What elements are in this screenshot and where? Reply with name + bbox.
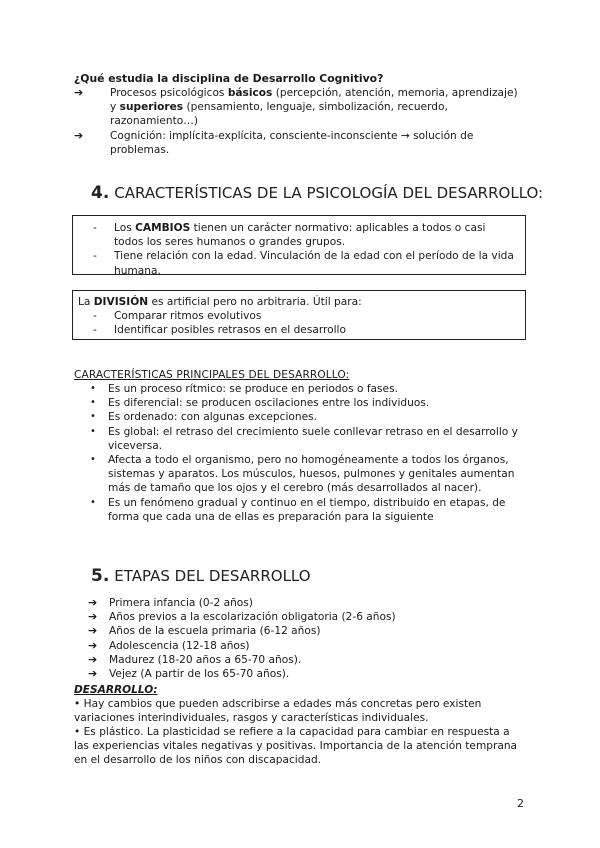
list-item bbox=[73, 249, 517, 277]
item-text: Identificar posibles retrasos en el desarrollo bbox=[114, 324, 346, 337]
list-item bbox=[74, 382, 532, 396]
item-text: Primera infancia (0-2 años) bbox=[109, 597, 253, 609]
characteristics-heading: CARACTERÍSTICAS PRINCIPALES DEL DESARROLLO: bbox=[74, 369, 350, 381]
item-text: Tiene relación con la edad. Vinculación de la edad con el período de la vida humana. bbox=[114, 250, 514, 277]
list-item bbox=[88, 596, 528, 610]
arrow-icon: ➔ bbox=[88, 652, 98, 666]
section-5-heading bbox=[91, 566, 311, 586]
dash-marker: - bbox=[93, 324, 97, 337]
item-text: Es un fenómeno gradual y continuo en el tiempo, distribuido en etapas, de forma que cada una de ellas es preparación para la siguiente bbox=[108, 496, 506, 523]
list-item bbox=[74, 410, 532, 424]
item-text: Vejez (A partir de los 65-70 años). bbox=[109, 668, 290, 681]
stages-list bbox=[88, 596, 528, 681]
intro-list bbox=[74, 86, 524, 157]
item-text-post: tienen un carácter normativo: aplicables a todos o casi todos los seres humanos o grandes grupos. bbox=[114, 222, 486, 249]
list-item bbox=[74, 425, 532, 453]
bullet-marker: • bbox=[90, 383, 96, 394]
page-number: 2 bbox=[517, 797, 524, 810]
list-item bbox=[74, 129, 524, 157]
section-4-heading bbox=[91, 183, 543, 203]
bold-term-superiores: superiores bbox=[119, 101, 184, 114]
list-item bbox=[88, 653, 528, 667]
list-item bbox=[74, 396, 532, 410]
list-item bbox=[88, 610, 528, 624]
dash-marker: - bbox=[93, 310, 97, 323]
dash-marker: - bbox=[93, 222, 97, 234]
item-text: Es un proceso rítmico: se produce en periodos o fases. bbox=[108, 383, 398, 395]
list-item bbox=[73, 309, 519, 323]
desarrollo-label: DESARROLLO: bbox=[74, 684, 158, 696]
list-item bbox=[73, 323, 519, 337]
item-text: Comparar ritmos evolutivos bbox=[114, 310, 262, 323]
list-item bbox=[74, 453, 532, 496]
bold-term-division: DIVISIÓN bbox=[93, 296, 149, 308]
arrow-icon: ➔ bbox=[88, 610, 98, 624]
desarrollo-paragraph-2: • Es plástico. La plasticidad se refiere a la capacidad para cambiar en respuesta a las experiencias vitales negativas y positivas. Importancia de la atención temprana en el desarrollo de los niños con discapacidad. bbox=[74, 726, 518, 767]
bullet-marker: • bbox=[90, 454, 96, 466]
item-text: Adolescencia (12-18 años) bbox=[109, 639, 250, 652]
section-title: CARACTERÍSTICAS DE LA PSICOLOGÍA DEL DESARROLLO: bbox=[114, 184, 544, 202]
division-pre: La bbox=[78, 296, 94, 308]
bullet-marker: • bbox=[90, 425, 96, 437]
item-text: Afecta a todo el organismo, pero no homogéneamente a todos los órganos, sistemas y aparatos. Los músculos, huesos, pulmones y genitales aumentan más de tamaño que los ojos y el cerebro (más desarrollados al nacer). bbox=[108, 454, 515, 495]
item-text: Años de la escuela primaria (6-12 años) bbox=[109, 625, 321, 638]
arrow-icon: ➔ bbox=[88, 667, 98, 681]
section-title: ETAPAS DEL DESARROLLO bbox=[114, 567, 311, 585]
division-post: es artificial pero no arbitraria. Útil para: bbox=[148, 296, 362, 308]
dash-marker: - bbox=[93, 250, 97, 263]
item-text-mid: (percepción, atención, memoria, aprendizaje) y bbox=[110, 87, 518, 114]
item-text-pre: Procesos psicológicos bbox=[110, 87, 228, 99]
item-text: Es global: el retraso del crecimiento suele conllevar retraso en el desarrollo y viceversa. bbox=[108, 425, 518, 452]
bold-term-basicos: básicos bbox=[227, 87, 273, 99]
list-item bbox=[73, 221, 517, 249]
arrow-icon: ➔ bbox=[88, 638, 98, 652]
item-text: Años previos a la escolarización obligatoria (2-6 años) bbox=[109, 611, 396, 624]
list-item bbox=[74, 496, 532, 524]
item-text: Es ordenado: con algunas excepciones. bbox=[108, 411, 318, 424]
bullet-marker: • bbox=[90, 397, 96, 409]
arrow-icon: ➔ bbox=[74, 86, 84, 99]
bullet-marker: • bbox=[90, 496, 96, 508]
intro-question: ¿Qué estudia la disciplina de Desarrollo Cognitivo? bbox=[74, 72, 384, 85]
list-item bbox=[88, 639, 528, 653]
item-text: Es diferencial: se producen oscilaciones entre los individuos. bbox=[108, 397, 430, 410]
bold-term-cambios: CAMBIOS bbox=[135, 222, 191, 234]
list-item bbox=[88, 624, 528, 638]
division-box bbox=[72, 290, 526, 340]
list-item bbox=[74, 86, 524, 129]
section-number: 5. bbox=[91, 566, 110, 586]
arrow-icon: ➔ bbox=[74, 128, 84, 142]
desarrollo-paragraph-1: • Hay cambios que pueden adscribirse a edades más concretas pero existen variaciones interindividuales, rasgos y características individuales. bbox=[74, 698, 482, 725]
characteristics-list bbox=[74, 382, 532, 524]
box-list bbox=[73, 221, 525, 278]
item-text: Cognición: implícita-explícita, consciente-inconsciente → solución de problemas. bbox=[110, 129, 474, 156]
bullet-marker: • bbox=[90, 411, 96, 423]
arrow-icon: ➔ bbox=[88, 596, 98, 609]
list-item bbox=[88, 667, 528, 681]
cambios-box bbox=[72, 215, 526, 275]
item-text-pre: Los bbox=[114, 222, 136, 234]
arrow-icon: ➔ bbox=[88, 624, 98, 638]
item-text-post: (pensamiento, lenguaje, simbolización, recuerdo, razonamiento…) bbox=[110, 101, 448, 128]
division-list bbox=[73, 309, 519, 337]
item-text: Madurez (18-20 años a 65-70 años). bbox=[109, 653, 302, 666]
section-number: 4. bbox=[91, 183, 110, 203]
division-text bbox=[78, 295, 519, 309]
